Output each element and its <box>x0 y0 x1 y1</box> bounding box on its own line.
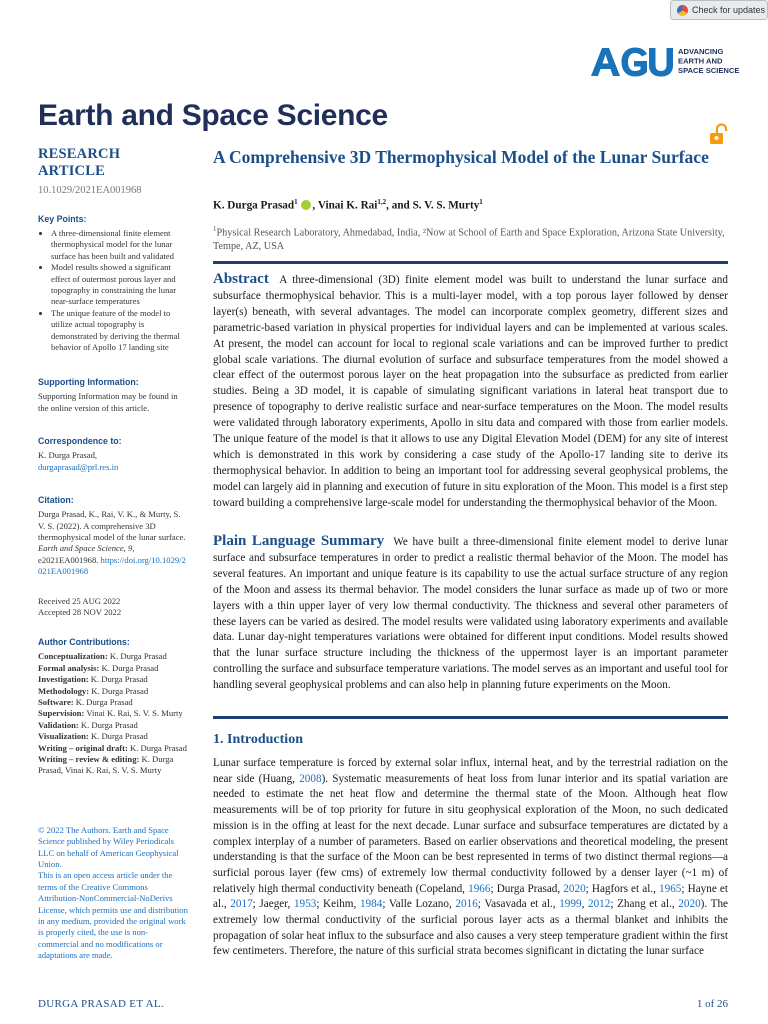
citation-year-link[interactable]: 2016 <box>455 898 478 911</box>
pls-heading: Plain Language Summary <box>213 533 385 549</box>
agu-tagline-line-3: SPACE SCIENCE <box>678 66 740 75</box>
crossmark-icon <box>677 5 688 16</box>
contribution-item: Supervision: Vinai K. Rai, S. V. S. Murty <box>38 708 183 719</box>
contribution-item: Conceptualization: K. Durga Prasad <box>38 651 167 662</box>
citation-text <box>38 509 188 577</box>
citation-year-link[interactable]: 2017 <box>230 898 253 911</box>
correspondence-heading: Correspondence to: <box>38 436 122 447</box>
affiliations: $^1$Physical Research Laboratory, Ahmedabad, India, ²Now at School of Earth and Space Exploration, Arizona State University, Tempe, AZ, USA <box>213 225 725 253</box>
pls-text: We have built a three-dimensional finite element model to derive lunar surface and subsurface temperatures in order to predict a realistic thermal behavior of the Moon. The model has several features. An important and unique feature is its capability to use the actual surface structure of any region of the Moon and assess its thermal behavior. The model considers the lunar surface as made up of two or more layers with a thin upper layer of very low thermal conductivity. The thickness and several other parameters of these layers can be varied as desired. The model results were validated using laboratory experiments and available data. Lunar day-night temperatures variations were obtained for different input conditions. Model results showed that the lunar surface structure including the thickness of the uppermost layer is an important parameter controlling the surface and subsurface temperature variations. The model serves as an important and useful tool for handling several geophysical problems and can also help in planning future experiments on the Moon. <box>213 536 728 692</box>
supporting-info-text: Supporting Information may be found in the online version of this article. <box>38 391 178 413</box>
citation-year-link[interactable]: 1966 <box>468 882 491 895</box>
orcid-icon[interactable] <box>301 200 311 210</box>
divider <box>213 716 728 719</box>
contribution-item: Methodology: K. Durga Prasad <box>38 685 149 696</box>
author-contributions-heading: Author Contributions: <box>38 637 130 648</box>
author-contributions-list <box>38 651 188 776</box>
key-point: • Model results showed a significant effect of outermost porous layer and topography in constraining the lunar near-surface temperatures <box>51 262 188 308</box>
citation-year-link[interactable]: 2020 <box>678 898 701 911</box>
license-link[interactable]: Creative Commons Attribution-NonCommercial-NoDerivs <box>38 881 173 904</box>
check-for-updates-label: Check for updates <box>692 5 766 15</box>
plain-language-summary <box>213 534 728 694</box>
agu-logo-icon <box>589 44 740 78</box>
copyright-text: © 2022 The Authors. Earth and Space Science published by Wiley Periodicals LLC on behalf of American Geophysical Union. <box>38 824 179 870</box>
citation-heading: Citation: <box>38 495 74 506</box>
agu-logo <box>589 44 740 78</box>
citation-volume: 9, <box>127 543 135 554</box>
contribution-item: Software: K. Durga Prasad <box>38 696 133 707</box>
contribution-item: Investigation: K. Durga Prasad <box>38 674 148 685</box>
citation-article-number: e2021EA001968. <box>38 554 99 565</box>
divider <box>213 261 728 264</box>
citation-doi-link[interactable]: https://doi.org/10.1029/2021EA001968 <box>38 554 186 577</box>
contribution-item: Writing – review & editing: K. Durga Prasad, Vinai K. Rai, S. V. S. Murty <box>38 754 174 776</box>
citation-body: Durga Prasad, K., Rai, V. K., & Murty, S. V. S. (2022). A comprehensive 3D thermophysical model of the lunar surface. <box>38 509 186 542</box>
license-text: This is an open access article under the terms of the Creative Commons Attribution-NonCommercial-NoDerivs License, which permits use and distribution in any medium, provided the original work is properly cited, the use is non-commercial and no modifications or adaptations are made. <box>38 870 188 961</box>
section-heading-introduction: 1. Introduction <box>213 732 303 747</box>
key-points-heading: Key Points: <box>38 214 87 224</box>
citation-year-link[interactable]: 1965 <box>659 882 682 895</box>
citation-year-link[interactable]: 2008 <box>299 772 322 785</box>
article-title: A Comprehensive 3D Thermophysical Model of the Lunar Surface <box>213 147 709 167</box>
correspondence-name: K. Durga Prasad, <box>38 450 98 461</box>
sidebar <box>38 146 188 962</box>
journal-title: Earth and Space Science <box>38 99 388 132</box>
open-access-lock-icon <box>709 123 729 145</box>
citation-year-link[interactable]: 2020 <box>563 882 586 895</box>
supporting-info-heading: Supporting Information: <box>38 377 139 388</box>
abstract <box>213 272 728 512</box>
abstract-heading: Abstract <box>213 271 269 287</box>
agu-tagline-line-2: EARTH AND <box>678 56 723 66</box>
author-name: and S. V. S. Murty <box>391 199 480 212</box>
citation-year-link[interactable]: 1999 <box>559 898 582 911</box>
article-type: RESEARCH ARTICLE <box>38 146 121 179</box>
contribution-item: Writing – original draft: K. Durga Prasad <box>38 742 187 753</box>
doi: 10.1029/2021EA001968 <box>38 185 142 196</box>
citation-year-link[interactable]: 1984 <box>359 898 383 911</box>
copyright-notice <box>38 825 188 962</box>
contribution-item: Visualization: K. Durga Prasad <box>38 731 148 742</box>
author-name: K. Durga Prasad <box>213 199 295 212</box>
citation-year-link[interactable]: 2012 <box>587 898 611 911</box>
contribution-item: Validation: K. Durga Prasad <box>38 719 138 730</box>
key-point: • The unique feature of the model to utilize actual topography is demonstrated by deriving the thermal behavior of Apollo 17 landing site <box>51 308 188 354</box>
check-for-updates-button[interactable] <box>670 0 768 20</box>
author-name: Vinai K. Rai <box>317 199 378 212</box>
author-list: K. Durga Prasad$^1$ , Vinai K. Rai$^{1,2}$, and S. V. S. Murty$^1$ <box>213 198 483 212</box>
contribution-item: Formal analysis: K. Durga Prasad <box>38 662 159 673</box>
citation-journal: Earth and Space Science, <box>38 543 126 554</box>
footer-authors: DURGA PRASAD ET AL. <box>38 998 164 1010</box>
key-point: • A three-dimensional finite element thermophysical model for the lunar surface has been built and validated <box>51 228 188 262</box>
received-date: Received 25 AUG 2022 <box>38 595 121 606</box>
page-number: 1 of 26 <box>696 998 728 1010</box>
abstract-text: A three-dimensional (3D) finite element model was built to understand the lunar surface and subsurface thermophysical behavior. This is a multi-layer model, with a top porous layer followed by denser layer(s) beneath, with several advantages. The model can incorporate complex geometry, different sizes and parametric-based variation in physical properties for individual layers and can be implemented at various scales. At present, the model can account for local to regional scale variations and can be improved further to predict global scale variations. The diurnal evolution of surface and subsurface temperatures from the model showed a clear effect of the outermost porous layer on the heat propagation into the subsurface as predicted from earlier studies. Being a 3D model, it is capable of simulating significant variations in lateral heat transport due to presence of topography to derive realistic surface and near-surface temperatures on the Moon. The model results were validated through laboratory experiments, Apollo in situ data and compared with those from earlier models. The unique feature of the model is that it allows to use any Digital Elevation Model (DEM) for any site of interest which is demonstrated in this work by considering a case study of the Apollo-17 landing site to derive its thermophysical behavior. In addition to being an important tool for addressing several geophysical problems, the model can largely aid in planning and execution of future in situ exploration of the Moon. This model is a first step toward building a comprehensive large-scale model for understanding the thermophysical behavior of the Moon. <box>213 274 728 509</box>
key-points-list <box>38 228 188 353</box>
accepted-date: Accepted 28 NOV 2022 <box>38 606 122 617</box>
agu-tagline-line-1: ADVANCING <box>678 47 724 56</box>
citation-year-link[interactable]: 1953 <box>293 898 317 911</box>
introduction-text: Lunar surface temperature is forced by external solar influx, internal heat, and by the terrestrial radiation on the near side (Huang, 2008). Systematic measurements of heat loss from lunar interior and its spatial variation are needed to estimate the net heat flow and determine the thermal state of the Moon. Although heat flow measurements will be of top priority for future in situ geophysical exploration of the Moon, no such dedicated mission is in the offing at least for the next decade. Lunar surface and subsurface temperatures are dictated by a complex interplay of a number of parameters. Based on earlier observations and theoretical modeling, the present understanding is that the surface of the Moon can be best represented in terms of two distinct thermal regions—a surficial porous layer (few cms) of extremely low thermal conductivity followed by a denser layer (~1 m) of relatively high thermal conductivity beneath (Copeland, 1966; Durga Prasad, 2020; Hagfors et al., 1965; Hayne et al., 2017; Jaeger, 1953; Keihm, 1984; Valle Lozano, 2016; Vasavada et al., 1999, 2012; Zhang et al., 2020). The extremely low thermal conductivity of the surficial porous layer acts as a thermal blanket and inhibits the propagation of solar heat influx to the subsurface and also causes a very steep temperature gradient within the first few centimeters. Therefore, the nature of this surficial strata becomes significant in dictating the lunar surface <box>213 757 729 958</box>
correspondence-email-link[interactable]: durgaprasad@prl.res.in <box>38 461 119 472</box>
